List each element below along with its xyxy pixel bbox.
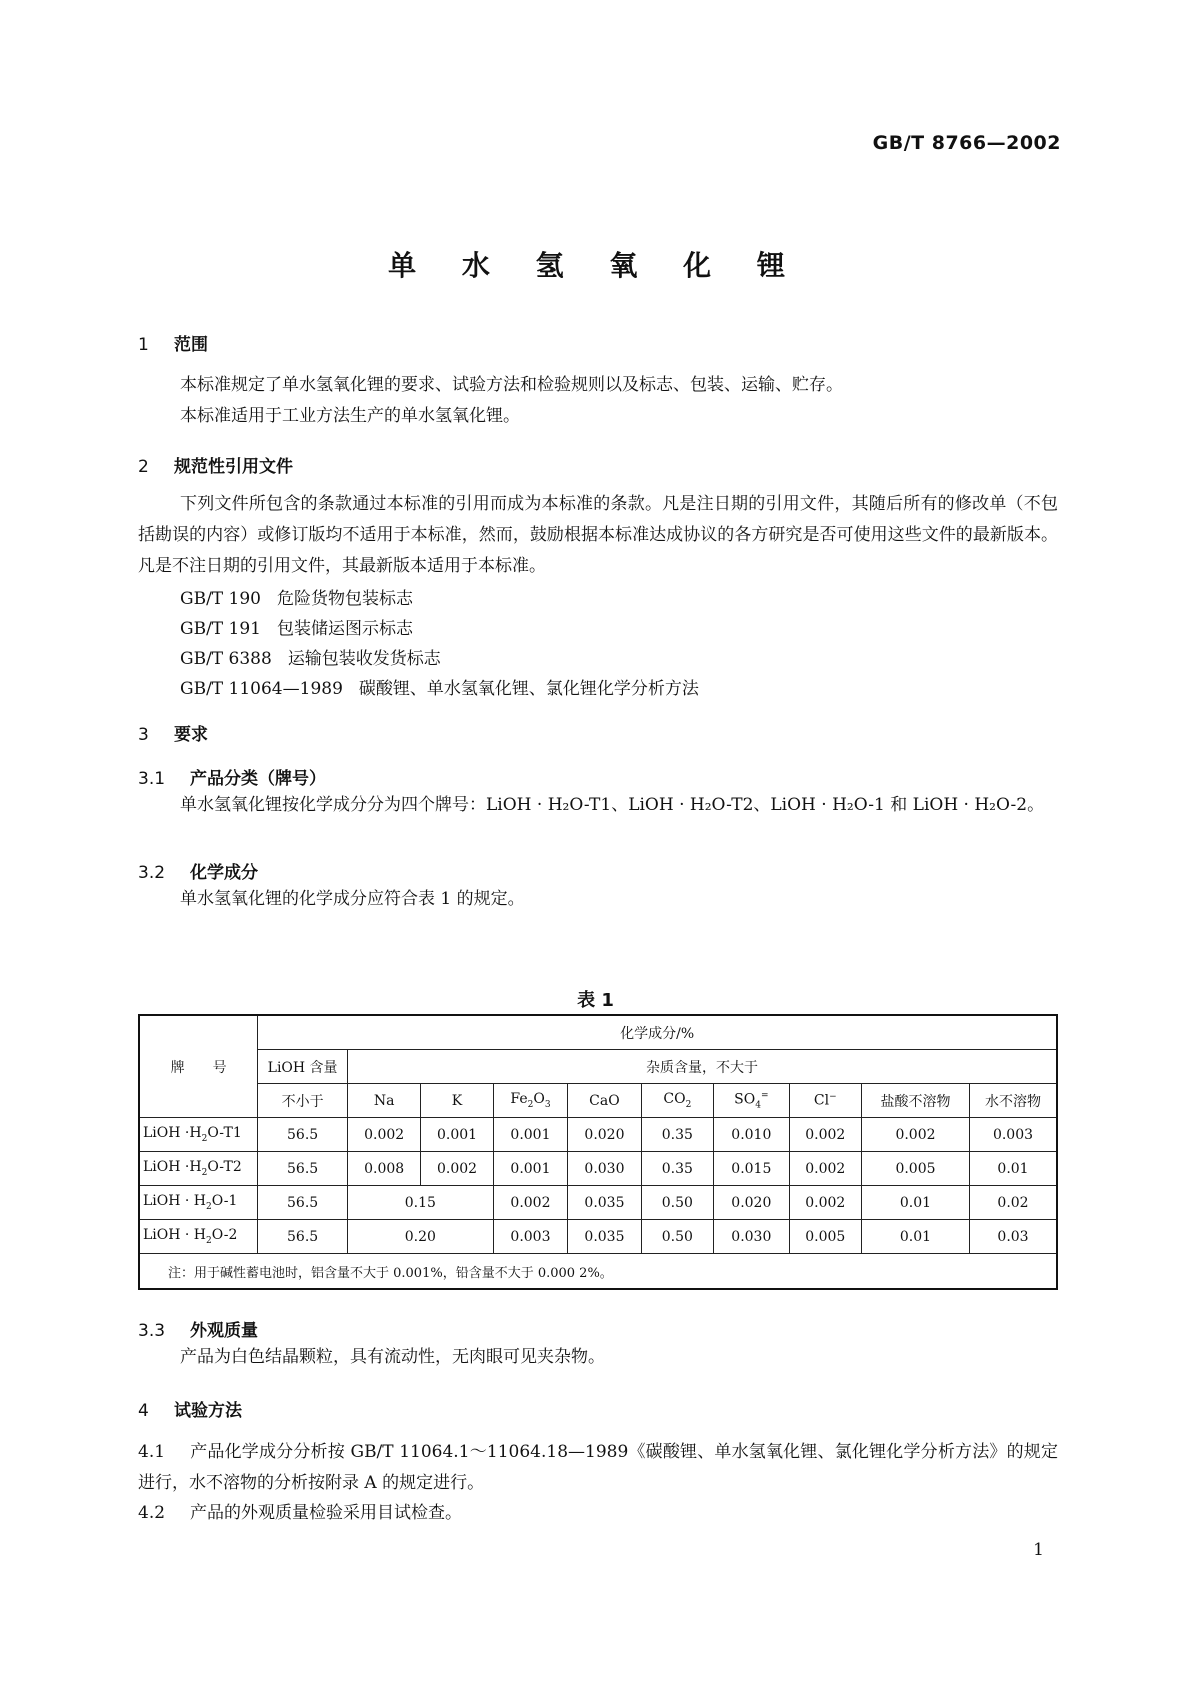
header-water-insoluble: 水不溶物	[969, 1084, 1057, 1118]
section-title: 范围	[174, 335, 208, 355]
header-cao: CaO	[568, 1084, 641, 1118]
k-cell: 0.001	[421, 1118, 493, 1152]
header-hcl-insoluble: 盐酸不溶物	[861, 1084, 969, 1118]
section-title: 试验方法	[174, 1401, 242, 1421]
paragraph: 本标准适用于工业方法生产的单水氢氧化锂。	[180, 406, 520, 426]
fe2o3-cell: 0.002	[493, 1186, 568, 1220]
reference-code: GB/T 11064—1989	[180, 679, 343, 699]
reference-item	[180, 644, 441, 669]
clause-number: 4.1	[138, 1442, 166, 1462]
lioh-cell: 56.5	[258, 1186, 348, 1220]
water-insoluble-cell: 0.03	[969, 1220, 1057, 1254]
hcl-insoluble-cell: 0.01	[861, 1220, 969, 1254]
table-row	[139, 1220, 1057, 1254]
so4-cell: 0.020	[714, 1186, 790, 1220]
header-fe2o3	[493, 1084, 568, 1118]
cl-cell: 0.005	[789, 1220, 861, 1254]
cao-cell: 0.020	[568, 1118, 641, 1152]
header-co2	[641, 1084, 713, 1118]
table-row	[139, 1152, 1057, 1186]
k-cell: 0.002	[421, 1152, 493, 1186]
subscript: 2	[527, 1099, 534, 1110]
subsection-3-2-heading	[138, 858, 258, 883]
co2-cell: 0.50	[641, 1186, 713, 1220]
header-chemical-composition: 化学成分/%	[258, 1015, 1057, 1050]
grade-cell	[139, 1118, 258, 1152]
lioh-cell: 56.5	[258, 1118, 348, 1152]
fe2o3-cell: 0.003	[493, 1220, 568, 1254]
table-note: 注：用于碱性蓄电池时，铝含量不大于 0.001%，铅含量不大于 0.000 2%。	[139, 1254, 1057, 1290]
chem-symbol: CO	[663, 1091, 686, 1108]
subsection-number: 3.1	[138, 769, 166, 789]
grade-cell	[139, 1220, 258, 1254]
clause-4-1	[138, 1437, 1058, 1499]
clause-text: 产品的外观质量检验采用目试检查。	[190, 1503, 462, 1523]
subsection-title: 化学成分	[190, 863, 258, 883]
paragraph: 本标准规定了单水氢氧化锂的要求、试验方法和检验规则以及标志、包装、运输、贮存。	[180, 375, 843, 395]
clause-4-2	[138, 1498, 1058, 1529]
chem-symbol: Cl	[813, 1092, 830, 1109]
cao-cell: 0.035	[568, 1186, 641, 1220]
table-row	[139, 1118, 1057, 1152]
table-row	[139, 1186, 1057, 1220]
header-k: K	[421, 1084, 493, 1118]
hcl-insoluble-cell: 0.01	[861, 1186, 969, 1220]
subsection-number: 3.2	[138, 863, 166, 883]
subsection-number: 3.3	[138, 1321, 166, 1341]
reference-title: 危险货物包装标志	[277, 589, 413, 609]
reference-item	[180, 584, 413, 609]
standard-code: GB/T 8766—2002	[872, 132, 1061, 154]
water-insoluble-cell: 0.01	[969, 1152, 1057, 1186]
chem-symbol: O	[533, 1091, 545, 1108]
section-3-heading	[138, 720, 208, 745]
cao-cell: 0.030	[568, 1152, 641, 1186]
clause-text: 产品化学成分分析按 GB/T 11064.1～11064.18—1989《碳酸锂、单水氢氧化锂、氯化锂化学分析方法》的规定进行，水不溶物的分析按附录 A 的规定进行。	[138, 1442, 1058, 1493]
superscript: −	[829, 1092, 837, 1103]
subsection-title: 外观质量	[190, 1321, 258, 1341]
reference-title: 碳酸锂、单水氢氧化锂、氯化锂化学分析方法	[358, 679, 699, 699]
reference-code: GB/T 6388	[180, 649, 272, 669]
cao-cell: 0.035	[568, 1220, 641, 1254]
document-title: 单 水 氢 氧 化 锂	[388, 249, 803, 282]
grade-text: O-2	[211, 1227, 238, 1244]
reference-item	[180, 614, 413, 639]
co2-cell: 0.35	[641, 1152, 713, 1186]
grade-text: LiOH · H	[143, 1227, 207, 1244]
section-number: 4	[138, 1401, 149, 1421]
page-number: 1	[1033, 1540, 1044, 1560]
so4-cell: 0.010	[714, 1118, 790, 1152]
grade-text: LiOH ·H	[143, 1159, 202, 1176]
cl-cell: 0.002	[789, 1118, 861, 1152]
na-k-cell: 0.15	[347, 1186, 493, 1220]
subscript: 2	[201, 1133, 208, 1144]
header-so4	[714, 1084, 790, 1118]
water-insoluble-cell: 0.003	[969, 1118, 1057, 1152]
header-grade: 牌 号	[139, 1015, 258, 1118]
paragraph: 下列文件所包含的条款通过本标准的引用而成为本标准的条款。凡是注日期的引用文件，其随后所有的修改单（不包括勘误的内容）或修订版均不适用于本标准，然而，鼓励根据本标准达成协议的各方研究是否可使用这些文件的最新版本。凡是不注日期的引用文件，其最新版本适用于本标准。	[138, 494, 1058, 576]
co2-cell: 0.50	[641, 1220, 713, 1254]
paragraph: 产品为白色结晶颗粒，具有流动性，无肉眼可见夹杂物。	[180, 1347, 605, 1367]
grade-cell	[139, 1186, 258, 1220]
grade-text: LiOH ·H	[143, 1125, 202, 1142]
hcl-insoluble-cell: 0.005	[861, 1152, 969, 1186]
na-k-cell: 0.20	[347, 1220, 493, 1254]
subsection-3-3-heading	[138, 1316, 258, 1341]
lioh-cell: 56.5	[258, 1152, 348, 1186]
header-impurity: 杂质含量，不大于	[347, 1050, 1057, 1084]
cl-cell: 0.002	[789, 1186, 861, 1220]
subscript: 2	[685, 1099, 692, 1110]
co2-cell: 0.35	[641, 1118, 713, 1152]
section-4-heading	[138, 1396, 242, 1421]
chem-symbol: Fe	[510, 1091, 528, 1108]
subscript: 2	[206, 1235, 212, 1246]
subscript: 4	[755, 1100, 761, 1111]
subscript: 3	[544, 1099, 551, 1110]
section-title: 要求	[174, 725, 208, 745]
so4-cell: 0.015	[714, 1152, 790, 1186]
na-cell: 0.002	[347, 1118, 420, 1152]
chem-symbol: SO	[734, 1091, 756, 1108]
header-lioh-min: 不小于	[258, 1084, 348, 1118]
grade-cell	[139, 1152, 258, 1186]
reference-item	[180, 674, 699, 699]
section-title: 规范性引用文件	[174, 457, 293, 477]
fe2o3-cell: 0.001	[493, 1118, 568, 1152]
grade-text: O-1	[211, 1193, 238, 1210]
so4-cell: 0.030	[714, 1220, 790, 1254]
reference-title: 包装储运图示标志	[277, 619, 413, 639]
section-number: 1	[138, 335, 149, 355]
subscript: 2	[206, 1201, 212, 1212]
chemical-composition-table	[138, 1014, 1058, 1290]
subsection-3-1-heading	[138, 764, 326, 789]
paragraph: 单水氢氧化锂按化学成分分为四个牌号：LiOH · H₂O-T1、LiOH · H₂O-T2、LiOH · H₂O-1 和 LiOH · H₂O-2。	[180, 795, 1045, 815]
section-1-heading	[138, 330, 208, 355]
reference-title: 运输包装收发货标志	[287, 649, 441, 669]
hcl-insoluble-cell: 0.002	[861, 1118, 969, 1152]
header-na: Na	[347, 1084, 420, 1118]
reference-code: GB/T 191	[180, 619, 261, 639]
section-number: 3	[138, 725, 149, 745]
na-cell: 0.008	[347, 1152, 420, 1186]
grade-text: LiOH · H	[143, 1193, 207, 1210]
water-insoluble-cell: 0.02	[969, 1186, 1057, 1220]
section-number: 2	[138, 457, 149, 477]
section-2-heading	[138, 452, 293, 477]
grade-text: O-T1	[207, 1125, 242, 1142]
superscript: =	[760, 1090, 769, 1101]
reference-code: GB/T 190	[180, 589, 261, 609]
table-caption: 表 1	[577, 990, 614, 1011]
fe2o3-cell: 0.001	[493, 1152, 568, 1186]
grade-text: O-T2	[207, 1159, 242, 1176]
lioh-cell: 56.5	[258, 1220, 348, 1254]
cl-cell: 0.002	[789, 1152, 861, 1186]
header-cl	[789, 1084, 861, 1118]
header-lioh-content: LiOH 含量	[258, 1050, 348, 1084]
clause-number: 4.2	[138, 1503, 166, 1523]
subsection-title: 产品分类（牌号）	[190, 769, 326, 789]
subscript: 2	[201, 1167, 208, 1178]
paragraph: 单水氢氧化锂的化学成分应符合表 1 的规定。	[180, 889, 525, 909]
